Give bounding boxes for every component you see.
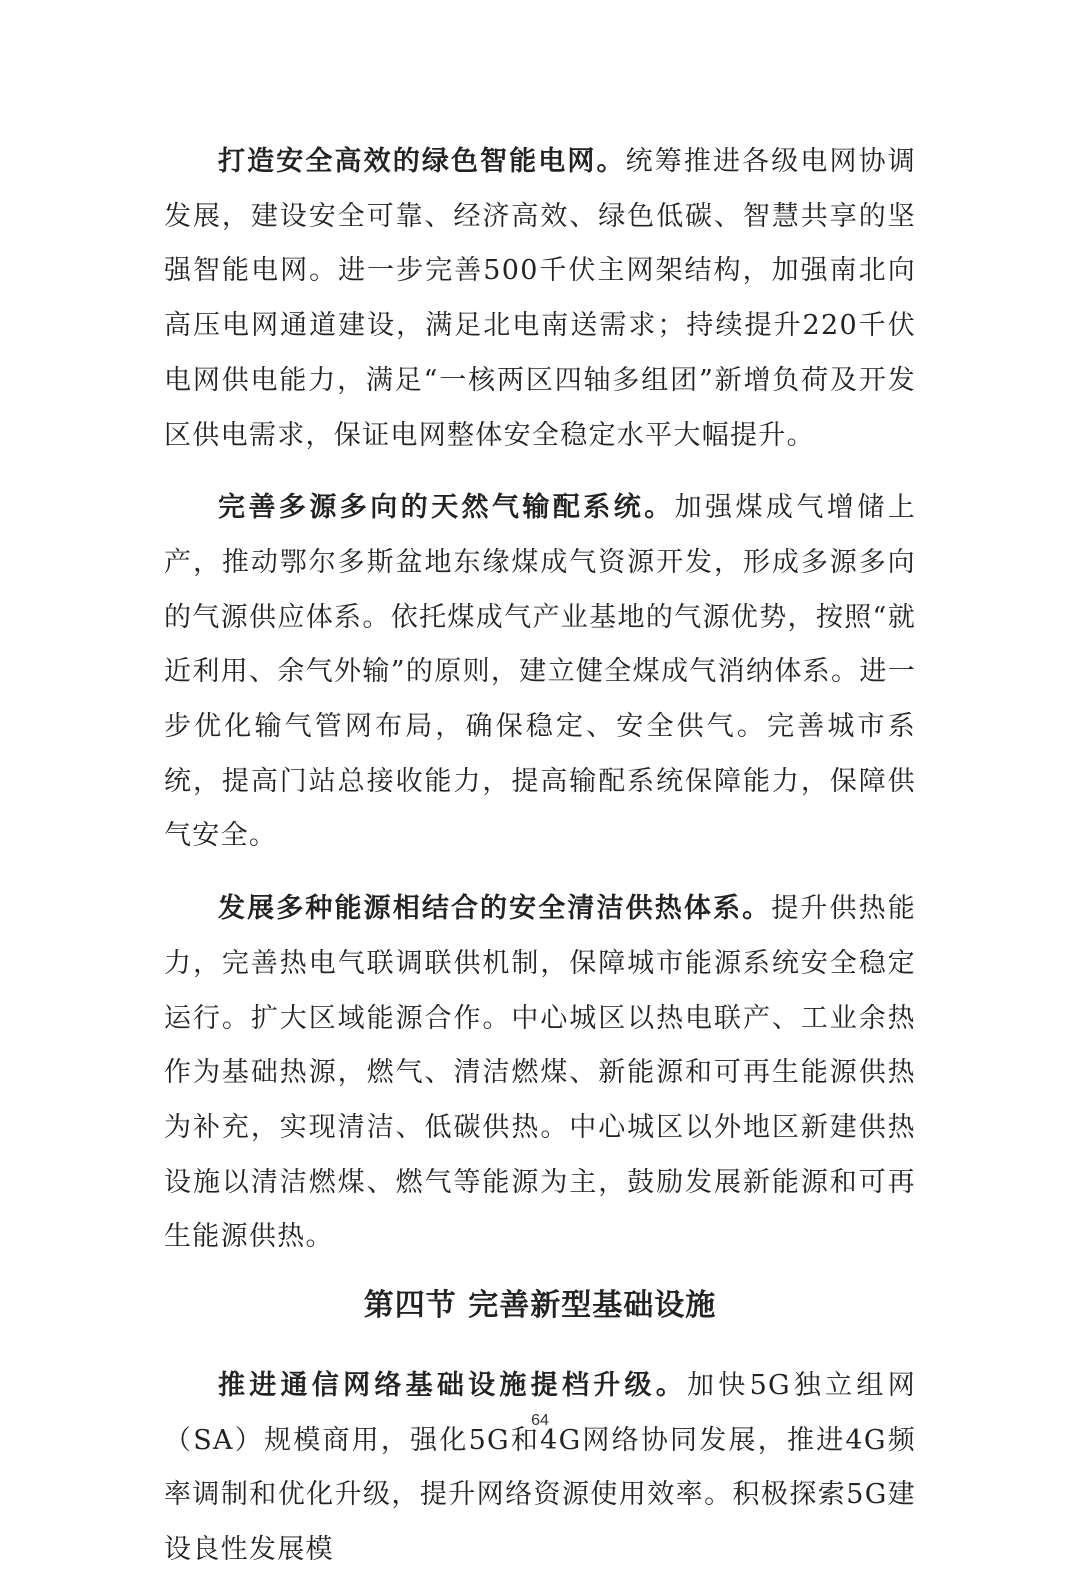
section-title: 第四节 完善新型基础设施: [363, 1288, 717, 1324]
paragraph-body: 加快5G独立组网（SA）规模商用，强化5G和4G网络协同发展，推进4G频率调制和优化升级，提升网络资源使用效率。积极探索5G建设良性发展模: [164, 1370, 916, 1566]
paragraph-smart-grid: [164, 135, 916, 463]
paragraph-natural-gas: [164, 481, 916, 864]
paragraph-body: 统筹推进各级电网协调发展，建设安全可靠、经济高效、绿色低碳、智慧共享的坚强智能电网。进一步完善500千伏主网架结构，加强南北向高压电网通道建设，满足北电南送需求；持续提升220千伏电网供电能力，满足“一核两区四轴多组团”新增负荷及开发区供电需求，保证电网整体安全稳定水平大幅提升。: [164, 146, 916, 451]
paragraph-heating: [164, 882, 916, 1265]
paragraph-body: 提升供热能力，完善热电气联调联供机制，保障城市能源系统安全稳定运行。扩大区域能源合作。中心城区以热电联产、工业余热作为基础热源，燃气、清洁燃煤、新能源和可再生能源供热为补充，实现清洁、低碳供热。中心城区以外地区新建供热设施以清洁燃煤、燃气等能源为主，鼓励发展新能源和可再生能源供热。: [164, 893, 917, 1253]
paragraph-telecom: [164, 1359, 916, 1578]
page-number: 64: [531, 1412, 549, 1429]
paragraph-lead: 推进通信网络基础设施提档升级。: [218, 1370, 688, 1402]
paragraph-body: 加强煤成气增储上产，推动鄂尔多斯盆地东缘煤成气资源开发，形成多源多向的气源供应体系。依托煤成气产业基地的气源优势，按照“就近利用、余气外输”的原则，建立健全煤成气消纳体系。进一步优化输气管网布局，确保稳定、安全供气。完善城市系统，提高门站总接收能力，提高输配系统保障能力，保障供气安全。: [164, 492, 916, 852]
document-body: [164, 135, 916, 1596]
paragraph-lead: 完善多源多向的天然气输配系统。: [218, 492, 675, 524]
paragraph-lead: 发展多种能源相结合的安全清洁供热体系。: [218, 893, 772, 925]
paragraph-lead: 打造安全高效的绿色智能电网。: [218, 146, 626, 177]
